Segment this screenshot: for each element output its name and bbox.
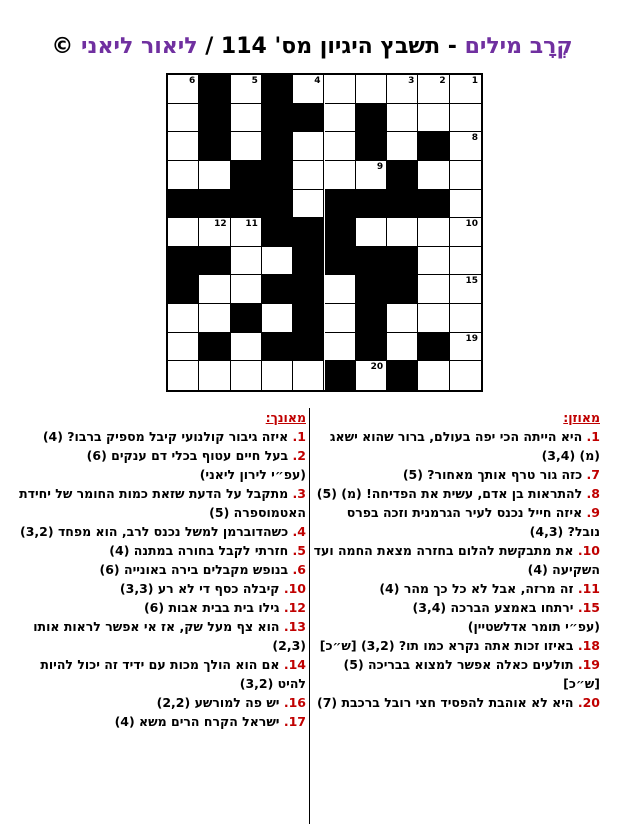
grid-cell[interactable] bbox=[293, 190, 324, 219]
grid-cell-black bbox=[231, 190, 262, 219]
down-clue bbox=[14, 579, 306, 598]
grid-cell-black bbox=[387, 275, 418, 304]
grid-cell[interactable] bbox=[168, 304, 199, 333]
clue-text: באיזו זכות אתה נקרא כמו תו? (3,2) [ש״כ] bbox=[319, 638, 574, 653]
cell-number: 7 bbox=[314, 104, 321, 115]
grid-cell-black bbox=[199, 333, 230, 362]
grid-cell[interactable] bbox=[325, 333, 356, 362]
grid-cell[interactable] bbox=[199, 361, 230, 390]
cell-number: 17 bbox=[182, 276, 196, 287]
down-clue bbox=[14, 712, 306, 731]
grid-cell[interactable] bbox=[450, 333, 481, 362]
grid-cell[interactable] bbox=[325, 161, 356, 190]
grid-cell-black bbox=[418, 132, 449, 161]
grid-cell[interactable] bbox=[168, 132, 199, 161]
clue-number: 14. bbox=[283, 657, 306, 672]
clue-text: בנופש מקבלים בירה באונייה (6) bbox=[99, 562, 289, 577]
grid-cell[interactable] bbox=[231, 247, 262, 276]
grid-cell[interactable] bbox=[168, 218, 199, 247]
grid-cell-black bbox=[387, 161, 418, 190]
grid-cell[interactable] bbox=[387, 132, 418, 161]
cell-number: 20 bbox=[370, 362, 384, 373]
cell-number: 16 bbox=[401, 276, 415, 287]
cell-number: 1 bbox=[471, 76, 478, 86]
grid-cell-black bbox=[168, 247, 199, 276]
grid-cell-black bbox=[325, 218, 356, 247]
grid-cell-black bbox=[418, 333, 449, 362]
clue-text: ירתחו באמצע הברכה (3,4) bbox=[412, 600, 574, 615]
across-heading: מאוזן: bbox=[563, 410, 600, 425]
grid-cell-black bbox=[387, 361, 418, 390]
clue-text: קיבלה כסף די לא רע (3,3) bbox=[119, 581, 280, 596]
grid-cell[interactable] bbox=[231, 275, 262, 304]
grid-cell[interactable] bbox=[418, 361, 449, 390]
grid-cell[interactable] bbox=[450, 132, 481, 161]
grid-cell[interactable] bbox=[262, 247, 293, 276]
cell-number: 9 bbox=[376, 161, 384, 172]
grid-cell-black bbox=[262, 104, 293, 133]
across-clue bbox=[312, 655, 600, 693]
grid-cell-black bbox=[293, 275, 324, 304]
grid-cell[interactable] bbox=[262, 304, 293, 333]
grid-cell[interactable] bbox=[325, 304, 356, 333]
across-clue bbox=[312, 598, 600, 617]
grid-cell-black bbox=[168, 275, 199, 304]
puzzle-title bbox=[0, 34, 624, 59]
clue-text: גילו בית בבית אבות (6) bbox=[143, 600, 280, 615]
grid-cell-black bbox=[262, 333, 293, 362]
clue-number: 9. bbox=[586, 505, 600, 520]
across-clue bbox=[312, 465, 600, 484]
grid-cell-black bbox=[199, 190, 230, 219]
across-clue bbox=[312, 579, 600, 598]
grid-cell[interactable] bbox=[325, 75, 356, 104]
grid-cell-black bbox=[356, 190, 387, 219]
grid-cell-black bbox=[418, 190, 449, 219]
grid-cell[interactable] bbox=[199, 304, 230, 333]
grid-cell-black bbox=[262, 218, 293, 247]
grid-cell-black bbox=[325, 247, 356, 276]
cell-number: 5 bbox=[251, 76, 258, 86]
down-clue bbox=[14, 655, 306, 693]
grid-cell[interactable] bbox=[199, 161, 230, 190]
cell-number: 18 bbox=[307, 305, 321, 316]
title-author: ליאור ליאני bbox=[81, 34, 198, 59]
across-clue bbox=[312, 636, 600, 655]
grid-cell-black bbox=[356, 104, 387, 133]
grid-cell[interactable] bbox=[231, 333, 262, 362]
down-clue bbox=[14, 598, 306, 617]
grid-cell[interactable] bbox=[356, 161, 387, 190]
grid-cell[interactable] bbox=[387, 218, 418, 247]
grid-cell-black bbox=[356, 304, 387, 333]
clue-number: 10. bbox=[283, 581, 306, 596]
grid-cell-black bbox=[325, 361, 356, 390]
grid-cell[interactable] bbox=[293, 161, 324, 190]
clue-number: 8. bbox=[586, 486, 600, 501]
clue-number: 3. bbox=[292, 486, 306, 501]
clue-number: 12. bbox=[283, 600, 306, 615]
grid-cell-black bbox=[356, 275, 387, 304]
clue-text: ישראל הקרח הרים משא (4) bbox=[114, 714, 280, 729]
across-clue-list bbox=[312, 427, 600, 712]
grid-cell[interactable] bbox=[450, 218, 481, 247]
clue-text: איזה חייל נכנס לעיר הגרמנית וזכה בפרס נובל? (4,3) bbox=[346, 505, 600, 539]
grid-cell[interactable] bbox=[450, 190, 481, 219]
title-separator: - bbox=[440, 34, 465, 59]
clue-text: כזה גור טרף אותך מאחור? (5) bbox=[402, 467, 583, 482]
grid-cell[interactable] bbox=[262, 361, 293, 390]
grid-cell-black bbox=[325, 190, 356, 219]
grid-cell[interactable] bbox=[356, 361, 387, 390]
grid-cell-black bbox=[262, 161, 293, 190]
grid-cell[interactable] bbox=[231, 75, 262, 104]
grid-cell[interactable] bbox=[418, 104, 449, 133]
grid-cell-black bbox=[199, 247, 230, 276]
grid-cell[interactable] bbox=[418, 218, 449, 247]
down-clue bbox=[14, 617, 306, 655]
cell-number: 14 bbox=[307, 247, 321, 258]
clue-text: תולעים כאלה אפשר למצוא בבריכה (5) [ש״כ] bbox=[343, 657, 600, 691]
grid-cell-black bbox=[293, 104, 324, 133]
grid-cell[interactable] bbox=[418, 75, 449, 104]
grid-cell[interactable] bbox=[387, 104, 418, 133]
grid-cell-black bbox=[293, 247, 324, 276]
across-clue bbox=[312, 427, 600, 465]
grid-cell[interactable] bbox=[450, 75, 481, 104]
cell-number: 3 bbox=[408, 76, 415, 86]
grid-cell-black bbox=[387, 247, 418, 276]
cell-number: 6 bbox=[189, 76, 196, 86]
grid-cell[interactable] bbox=[199, 275, 230, 304]
clue-text: חזרתי לקבל בחורה במתנה (4) bbox=[109, 543, 289, 558]
column-divider bbox=[309, 408, 310, 824]
clue-number: 4. bbox=[292, 524, 306, 539]
grid-cell-black bbox=[356, 132, 387, 161]
clue-number: 20. bbox=[577, 695, 600, 710]
across-clue bbox=[312, 693, 600, 712]
across-clue bbox=[312, 484, 600, 503]
down-clue-list bbox=[14, 427, 306, 731]
across-clue bbox=[312, 503, 600, 541]
grid-cell[interactable] bbox=[450, 361, 481, 390]
grid-cell[interactable] bbox=[418, 161, 449, 190]
grid-cell-black bbox=[356, 333, 387, 362]
grid-cell-black bbox=[262, 275, 293, 304]
grid-cell[interactable] bbox=[450, 304, 481, 333]
grid-cell[interactable] bbox=[418, 304, 449, 333]
grid-cell-black bbox=[293, 304, 324, 333]
grid-cell[interactable] bbox=[168, 104, 199, 133]
grid-cell[interactable] bbox=[450, 161, 481, 190]
clue-text: הוא צף מעל שק, אז אי אפשר לראות אותו (2,3) bbox=[33, 619, 306, 653]
down-clues bbox=[14, 408, 306, 731]
title-separator-2: / bbox=[197, 34, 221, 59]
grid-cell[interactable] bbox=[325, 104, 356, 133]
grid-cell[interactable] bbox=[231, 104, 262, 133]
grid-cell[interactable] bbox=[418, 247, 449, 276]
clue-number: 13. bbox=[283, 619, 306, 634]
across-clue bbox=[312, 541, 600, 579]
cell-number: 19 bbox=[465, 333, 478, 344]
clue-number: 6. bbox=[292, 562, 306, 577]
clue-number: 1. bbox=[292, 429, 306, 444]
clue-text: כשהדוברמן למשל נכנס לרב, הוא מפחד (3,2) bbox=[20, 524, 289, 539]
down-heading: מאונך: bbox=[265, 410, 306, 425]
copyright-symbol: © bbox=[51, 34, 82, 59]
clue-text: את מתבקשת להלום בחזרה מצאת החמה ועד השקיעה (4) bbox=[313, 543, 600, 577]
clue-text: (עפ״י לירון ליאני) bbox=[199, 467, 306, 482]
grid-cell-black bbox=[199, 75, 230, 104]
clue-number: 15. bbox=[577, 600, 600, 615]
grid-cell[interactable] bbox=[418, 275, 449, 304]
clue-number: 10. bbox=[577, 543, 600, 558]
grid-cell[interactable] bbox=[325, 132, 356, 161]
clue-text: זה מרזה, אבל לא כל כך מהר (4) bbox=[379, 581, 574, 596]
grid-cell[interactable] bbox=[168, 161, 199, 190]
grid-cell[interactable] bbox=[168, 75, 199, 104]
cell-number: 15 bbox=[465, 276, 478, 287]
grid-cell-black bbox=[293, 218, 324, 247]
clue-text: בעל חיים עטוף בכלי דם ענקים (6) bbox=[86, 448, 289, 463]
grid-cell-black bbox=[387, 190, 418, 219]
clue-number: 18. bbox=[577, 638, 600, 653]
clue-text: איזה גיבור קולנועי קיבל מספיק ברבו? (4) bbox=[42, 429, 289, 444]
grid-cell-black bbox=[262, 132, 293, 161]
clue-number: 1. bbox=[586, 429, 600, 444]
down-clue bbox=[14, 541, 306, 560]
clue-text: היא לא אוהבת להפסיד חצי רובל ברכבת (7) bbox=[316, 695, 574, 710]
clue-number: 16. bbox=[283, 695, 306, 710]
down-clue bbox=[14, 446, 306, 465]
grid-cell-black bbox=[199, 132, 230, 161]
clue-number: 2. bbox=[292, 448, 306, 463]
title-puzzle-number: תשבץ היגיון מס' 114 bbox=[220, 34, 441, 59]
cell-number: 10 bbox=[465, 219, 478, 230]
grid-cell[interactable] bbox=[293, 361, 324, 390]
title-name: קְרָב מילים bbox=[464, 34, 573, 59]
grid-cell[interactable] bbox=[450, 275, 481, 304]
grid-cell[interactable] bbox=[199, 218, 230, 247]
grid-cell[interactable] bbox=[293, 75, 324, 104]
grid-cell[interactable] bbox=[168, 361, 199, 390]
across-clue bbox=[312, 617, 600, 636]
grid-cell[interactable] bbox=[293, 132, 324, 161]
clue-number: 17. bbox=[283, 714, 306, 729]
down-clue bbox=[14, 427, 306, 446]
cell-number: 12 bbox=[214, 219, 227, 230]
grid-cell[interactable] bbox=[387, 304, 418, 333]
cell-number: 2 bbox=[439, 76, 446, 86]
down-clue bbox=[14, 560, 306, 579]
clue-text: יש פה למורשע (2,2) bbox=[156, 695, 280, 710]
grid-cell-black bbox=[168, 190, 199, 219]
clue-text: היא הייתה הכי יפה בעולם, ברור שהוא ישאג (מ) (3,4) bbox=[329, 429, 600, 463]
grid-cell[interactable] bbox=[231, 361, 262, 390]
down-clue bbox=[14, 522, 306, 541]
grid-cell[interactable] bbox=[450, 104, 481, 133]
clue-text: להתראות בן אדם, עשית את הפדיחה! (מ) (5) bbox=[316, 486, 583, 501]
across-clues bbox=[312, 408, 600, 712]
clue-text: (עפ״י תומר אדלשטיין) bbox=[467, 619, 600, 634]
down-clue bbox=[14, 693, 306, 712]
grid-cell[interactable] bbox=[356, 218, 387, 247]
grid-cell[interactable] bbox=[387, 75, 418, 104]
grid-cell-black bbox=[356, 247, 387, 276]
grid-cell-black bbox=[262, 75, 293, 104]
clue-number: 19. bbox=[577, 657, 600, 672]
cell-number: 8 bbox=[471, 133, 478, 144]
crossword-grid bbox=[166, 73, 483, 392]
clue-number: 11. bbox=[577, 581, 600, 596]
clue-text: אם הוא הולך מכות עם ידיד זה יכול להיות להיט (3,2) bbox=[40, 657, 306, 691]
grid-cell[interactable] bbox=[450, 247, 481, 276]
grid-cell[interactable] bbox=[387, 333, 418, 362]
grid-cell-black bbox=[262, 190, 293, 219]
down-clue bbox=[14, 465, 306, 484]
cell-number: 13 bbox=[370, 247, 384, 258]
grid-cell[interactable] bbox=[356, 75, 387, 104]
grid-cell-black bbox=[231, 304, 262, 333]
grid-cell[interactable] bbox=[168, 333, 199, 362]
clue-number: 5. bbox=[292, 543, 306, 558]
grid-cell[interactable] bbox=[325, 275, 356, 304]
grid-cell[interactable] bbox=[231, 132, 262, 161]
grid-cell-black bbox=[199, 104, 230, 133]
clue-number: 7. bbox=[586, 467, 600, 482]
clue-text: מתקבל על הדעת שזאת כמות החומר של יחידת האטמוספרה (5) bbox=[19, 486, 306, 520]
grid-cell-black bbox=[293, 333, 324, 362]
cell-number: 4 bbox=[314, 76, 321, 86]
grid-cell[interactable] bbox=[231, 218, 262, 247]
down-clue bbox=[14, 484, 306, 522]
cell-number: 11 bbox=[245, 219, 258, 230]
grid-cell-black bbox=[231, 161, 262, 190]
